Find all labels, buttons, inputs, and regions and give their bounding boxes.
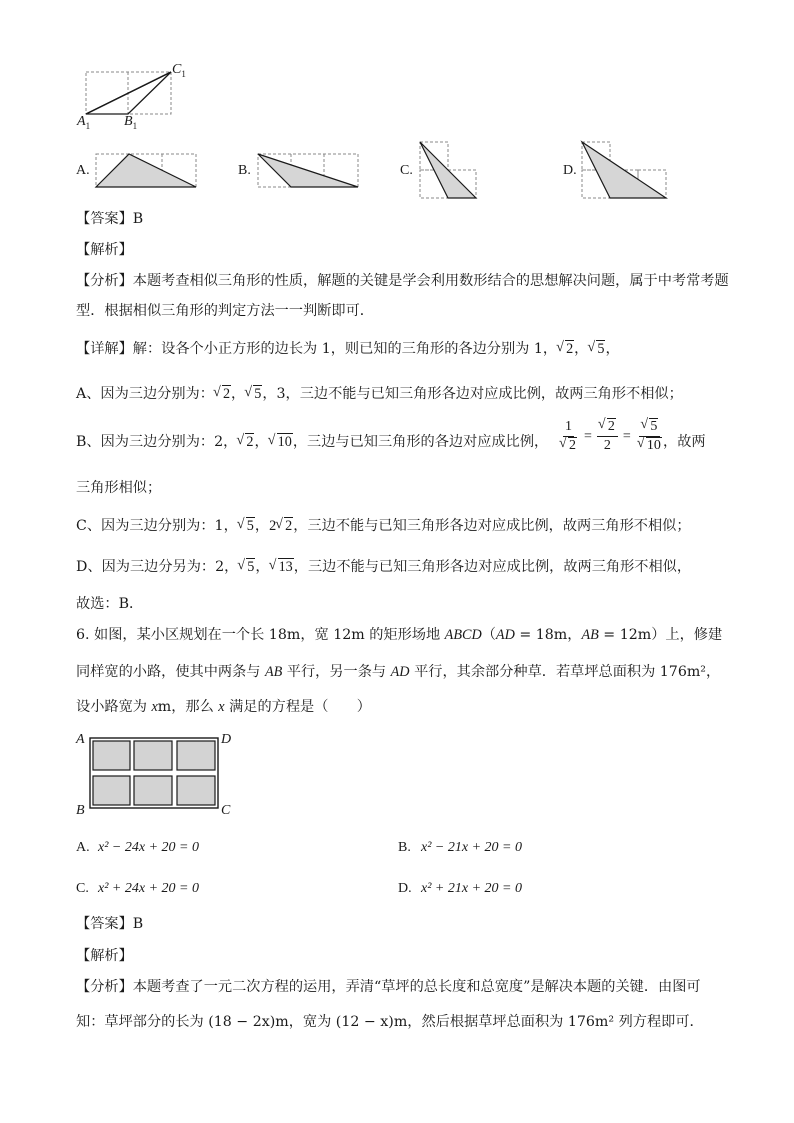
q5-case-c: C、因为三边分别为：1，√ 5，2√ 2，三边不能与已知三角形各边对应成比例，故两三角形不相似； bbox=[76, 516, 691, 536]
option-b-triangle bbox=[256, 152, 361, 190]
q5-case-b-line2: 三角形相似； bbox=[76, 480, 162, 496]
q6-analysis-title: 【解析】 bbox=[76, 948, 133, 964]
vertex-label-a1: $A_1$ bbox=[77, 114, 91, 131]
option-c-triangle bbox=[418, 140, 482, 202]
q6-answer: 【答案】B bbox=[76, 916, 144, 932]
q6-option-a-label[interactable]: A. bbox=[76, 840, 90, 855]
q5-option-d-label[interactable]: D. bbox=[563, 163, 577, 178]
q5-analysis-title: 【解析】 bbox=[76, 242, 133, 258]
q5-case-b: B、因为三边分别为：2，√ 2，√ 10，三边与已知三角形的各边对应成比例， bbox=[76, 432, 548, 452]
q6-field-figure bbox=[88, 736, 222, 812]
q6-fig-label-d: D bbox=[221, 732, 232, 747]
q6-line1: 6. 如图，某小区规划在一个长 18m，宽 12m 的矩形场地 ABCD（AD = 18m，AB = 12m）上，修建 bbox=[76, 627, 723, 643]
q5-case-d: D、因为三边分另为：2，√ 5，√ 13，三边不能与已知三角形各边对应成比例，故两三角形不相似， bbox=[76, 557, 691, 577]
q6-analysis-line2: 知：草坪部分的长为 (18 − 2x)m，宽为 (12 − x)m，然后根据草坪总面积为 176m² 列方程即可． bbox=[76, 1014, 704, 1030]
q6-option-c-label[interactable]: C. bbox=[76, 881, 89, 896]
q6-option-b-equation[interactable]: x² − 21x + 20 = 0 bbox=[421, 840, 522, 855]
q5-analysis-line1: 【分析】本题考查相似三角形的性质，解题的关键是学会利用数形结合的思想解决问题，属于中考常考题 bbox=[76, 273, 729, 289]
q6-fig-label-c: C bbox=[221, 803, 231, 818]
vertex-label-c1: $C_1$ bbox=[172, 62, 186, 79]
q5-conclusion: 故选：B． bbox=[76, 596, 144, 612]
q5-answer: 【答案】B bbox=[76, 211, 144, 227]
vertex-label-b1: $B_1$ bbox=[124, 114, 138, 131]
option-d-triangle bbox=[580, 140, 670, 202]
q5-case-b-tail: ，故两 bbox=[663, 434, 706, 450]
q5-option-b-label[interactable]: B. bbox=[238, 163, 251, 178]
q5-case-b-fractions: 1 √ 2 = √ $\frac{2}{2}$ = √ 5 √ 10 bbox=[556, 418, 666, 455]
q6-option-d-label[interactable]: D. bbox=[398, 881, 412, 896]
q6-fig-label-a: A bbox=[76, 732, 85, 747]
q5-option-a-label[interactable]: A. bbox=[76, 163, 90, 178]
q6-line3: 设小路宽为 xm，那么 x 满足的方程是（ ） bbox=[76, 699, 371, 715]
option-a-triangle bbox=[94, 152, 199, 190]
q6-line2: 同样宽的小路，使其中两条与 AB 平行，另一条与 AD 平行，其余部分种草．若草坪总面积为 176m²， bbox=[76, 664, 721, 680]
q6-fig-label-b: B bbox=[76, 803, 85, 818]
q5-analysis-line2: 型．根据相似三角形的判定方法一一判断即可． bbox=[76, 303, 374, 319]
q6-option-b-label[interactable]: B. bbox=[398, 840, 411, 855]
q6-option-a-equation[interactable]: x² − 24x + 20 = 0 bbox=[98, 840, 199, 855]
q5-detail: 【详解】解：设各个小正方形的边长为 1，则已知的三角形的各边分别为 1，√ 2，√ 5， bbox=[76, 339, 620, 359]
q5-option-c-label[interactable]: C. bbox=[400, 163, 413, 178]
q5-case-a: A、因为三边分别为：√ 2，√ 5，3，三边不能与已知三角形各边对应成比例，故两三角形不相似； bbox=[76, 384, 683, 404]
q6-option-c-equation[interactable]: x² + 24x + 20 = 0 bbox=[98, 881, 199, 896]
q6-option-d-equation[interactable]: x² + 21x + 20 = 0 bbox=[421, 881, 522, 896]
q6-analysis-line1: 【分析】本题考查了一元二次方程的运用，弄清“草坪的总长度和总宽度”是解决本题的关键．由图可 bbox=[76, 979, 701, 995]
